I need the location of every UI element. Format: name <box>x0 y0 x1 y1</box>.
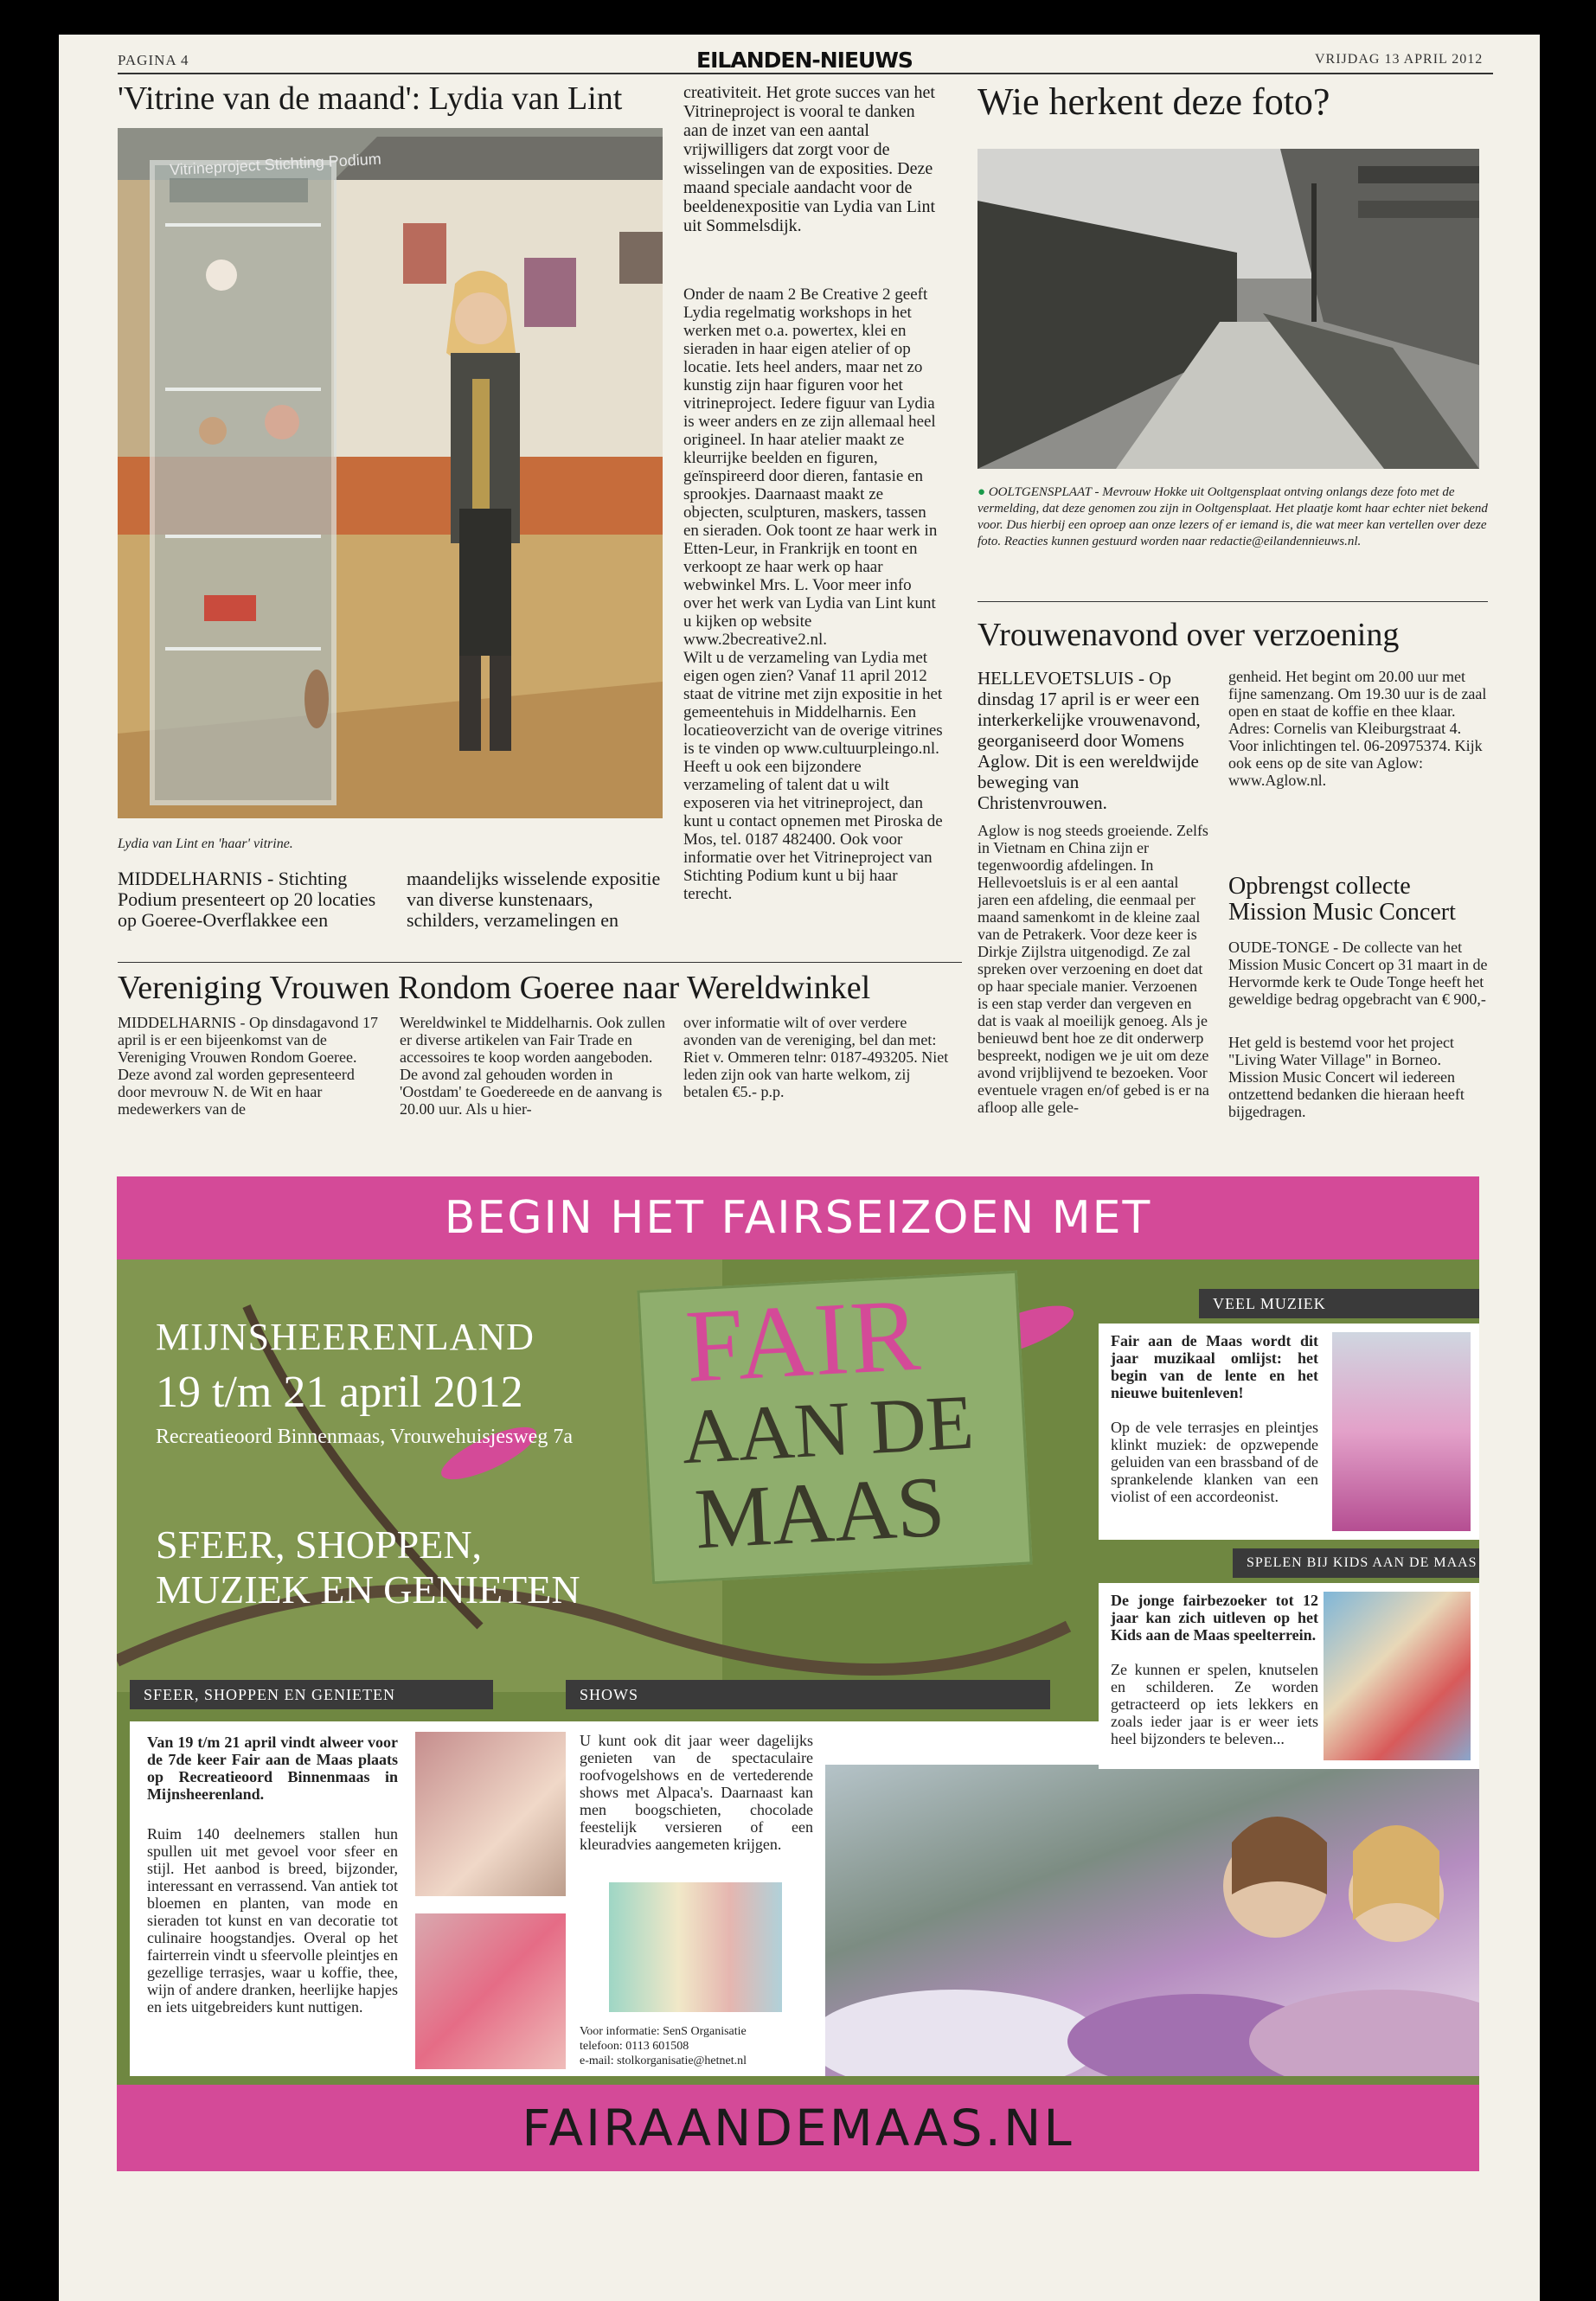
ad-place: MIJNSHEERENLAND <box>156 1316 535 1358</box>
wereldwinkel-rule <box>118 962 962 963</box>
ad-music-photo <box>1332 1332 1471 1531</box>
ad-sec3-body: Op de vele terrasjes en pleintjes klinkt muziek: de opzwepende geluiden van een brassband of de sprankelende klanken van een violist of een accordeonist. <box>1111 1419 1318 1505</box>
ad-slogan <box>156 1522 580 1612</box>
ad-sec1-bold: Van 19 t/m 21 april vindt alweer voor de 7de keer Fair aan de Maas plaats op Recreatieoord Binnenmaas in Mijnsheerenland. <box>147 1734 398 1803</box>
vitrine-lead-col1: MIDDELHARNIS - Stichting Podium presenteert op 20 locaties op Goeree-Overflakkee een <box>118 868 376 931</box>
ad-sec3-box <box>1099 1324 1479 1540</box>
vitrine-headline: 'Vitrine van de maand': Lydia van Lint <box>118 80 623 117</box>
wereldwinkel-headline: Vereniging Vrouwen Rondom Goeree naar Wereldwinkel <box>118 970 871 1006</box>
ad-sec4-body: Ze kunnen er spelen, knutselen en schilderen. Ze worden getracteerd op iets lekkers en zoals ieder jaar is er weer iets heel bijzonders te beleven... <box>1111 1661 1318 1747</box>
ad-sec2-box <box>566 1721 1479 2076</box>
ad-flowers-photo <box>825 1765 1479 2076</box>
ad-sec2-title: SHOWS <box>566 1680 1050 1709</box>
issue-date: VRIJDAG 13 APRIL 2012 <box>1315 52 1484 67</box>
vitrine-body-p3: Heeft u ook een bijzondere verzameling of talent dat u wilt exposeren via het vitrineproject, dan kunt u contact opnemen met Piroska de Mos, tel. 0187 482400. Ook voor informatie over het Vitrineproject van Stichting Podium kunt u bij haar terecht. <box>683 758 943 903</box>
collecte-body2: Het geld is bestemd voor het project "Living Water Village" in Borneo. Mission Music Concert wil iedereen ontzettend bedanken die hieraan heeft bijgedragen. <box>1228 1034 1465 1120</box>
ad-sec3-bold: Fair aan de Maas wordt dit jaar muzikaal omlijst: het begin van de lente en het nieuwe buitenleven! <box>1111 1332 1318 1401</box>
vrouwenavond-body2: genheid. Het begint om 20.00 uur met fijne samenzang. Om 19.30 uur is de zaal open en staat de koffie en thee klaar. Adres: Cornelis van Kleiburgstraat 4. Voor inlichtingen tel. 06-20975374. Kijk ook eens op de site van Aglow: www.Aglow.nl. <box>1228 668 1487 789</box>
collecte-body: OUDE-TONGE - De collecte van het Mission Music Concert op 31 maart in de Hervormde kerk te Oude Tonge heeft het geweldige bedrag opgebracht van € 900,- <box>1228 939 1488 1008</box>
ad-sec4-title: SPELEN BIJ KIDS AAN DE MAAS <box>1233 1548 1479 1578</box>
wereldwinkel-col3: over informatie wilt of over verdere avonden van de vereniging, bel dan met: Riet v. Ommeren telnr: 0187-493205. Niet leden zijn ook van harte welkom, zij betalen €5.- p.p. <box>683 1014 949 1100</box>
foto-caption <box>977 484 1488 550</box>
ad-top-banner <box>117 1176 1479 1259</box>
scan-border-top <box>0 0 1596 35</box>
vitrine-lead-col3: creativiteit. Het grote succes van het Vitrineproject is vooral te danken aan de inzet van een aantal vrijwilligers dat zorgt voor de wisselingen van de exposities. Deze maand speciale aandacht voor de beeldenexpositie van Lydia van Lint uit Sommelsdijk. <box>683 83 936 235</box>
ad-website: FAIRAANDEMAAS.NL <box>522 2099 1074 2157</box>
ad-dates: 19 t/m 21 april 2012 <box>156 1368 523 1417</box>
ad-sec2-body: U kunt ook dit jaar weer dagelijks genieten van de spectaculaire roofvogelshows en de vertederende shows met Alpaca's. Daarnaast kan men boogschieten, chocolade feestelijk versieren of een kleuradvies aangemeten krijgen. <box>580 1732 813 1853</box>
wereldwinkel-col2: Wereldwinkel te Middelharnis. Ook zullen er diverse artikelen van Fair Trade en accessoires te koop worden aangeboden. De avond zal gehouden worden in 'Oostdam' te Goedereede en de aanvang is 20.00 uur. Als u hier- <box>400 1014 665 1118</box>
foto-headline: Wie herkent deze foto? <box>977 80 1330 123</box>
vitrine-body-p2: Wilt u de verzameling van Lydia met eigen ogen zien? Vanaf 11 april 2012 staat de vitrine met zijn expositie in het gemeentehuis in Middelharnis. Een locatieoverzicht van de overige vitrines is te vinden op www.cultuurpleingo.nl. <box>683 649 943 758</box>
scan-border-right <box>1540 0 1596 2301</box>
vrouwenavond-headline: Vrouwenavond over verzoening <box>977 617 1400 653</box>
ad-top-banner-text: BEGIN HET FAIRSEIZOEN MET <box>444 1192 1152 1244</box>
ad-slogan-line2: MUZIEK EN GENIETEN <box>156 1567 580 1612</box>
header-rule <box>118 73 1493 74</box>
ad-logo-line3: MAAS <box>692 1458 947 1567</box>
vitrine-sign: Vitrineproject Stichting Podium <box>169 150 382 179</box>
collecte-headline: Opbrengst collecte Mission Music Concert <box>1228 873 1456 926</box>
vitrine-lead-col2: maandelijks wisselende expositie van diverse kunstenaars, schilders, verzamelingen en <box>407 868 661 931</box>
foto-rule <box>977 601 1488 602</box>
vitrine-photo <box>118 128 663 818</box>
vrouwenavond-lead: HELLEVOETSLUIS - Op dinsdag 17 april is er weer een interkerkelijke vrouwenavond, georganiseerd door Womens Aglow. Dit is een wereldwijde beweging van Christenvrouwen. <box>977 668 1201 813</box>
ad-sec4-box <box>1099 1583 1479 1769</box>
ad-logo-line2: AAN DE <box>679 1379 976 1481</box>
foto-caption-text: OOLTGENSPLAAT - Mevrouw Hokke uit Ooltgensplaat ontving onlangs deze foto met de vermelding, dat deze genomen zou zijn in Ooltgensplaat. Het plaatje komt haar echter niet bekend voor. Dus hierbij een oproep aan onze lezers of er iemand is, die wat meer kan vertellen over deze foto. Reacties kunnen gestuurd worden naar redactie@eilandennieuws.nl. <box>977 485 1488 548</box>
ad-kids-photo <box>1324 1592 1471 1760</box>
ad-logo-panel <box>637 1271 1032 1585</box>
wereldwinkel-col1: MIDDELHARNIS - Op dinsdagavond 17 april is er een bijeenkomst van de Vereniging Vrouwen Rondom Goeree. Deze avond zal worden gepresenteerd door mevrouw N. de Wit en haar medewerkers van de <box>118 1014 378 1118</box>
ad-info-line2: telefoon: 0113 601508 <box>580 2040 689 2053</box>
ad-venue: Recreatieoord Binnenmaas, Vrouwehuisjesweg 7a <box>156 1426 573 1448</box>
ad-slogan-line1: SFEER, SHOPPEN, <box>156 1522 483 1567</box>
ad-info-line1: Voor informatie: SenS Organisatie <box>580 2025 747 2038</box>
ad-sec1-body: Ruim 140 deelnemers stallen hun spullen uit met gevoel voor sfeer en stijl. Het aanbod is breed, bijzonder, interessant en verrassend. Van antiek tot bloemen en planten, van mode en sieraden tot kunst en van decoratie tot culinaire hoogstandjes. Overal op het fairterrein vindt u sfeervolle pleintjes en gezellige terrasjes, waar u koffie, thee, wijn of andere dranken, heerlijke hapjes en iets uitgebreiders kunt nuttigen. <box>147 1825 398 2016</box>
vitrine-caption: Lydia van Lint en 'haar' vitrine. <box>118 836 293 851</box>
scan-border-left <box>0 0 59 2301</box>
mystery-photo-art <box>977 149 1479 469</box>
vitrine-body-p1: Onder de naam 2 Be Creative 2 geeft Lydia regelmatig workshops in het werken met o.a. powertex, klei en sieraden in haar eigen atelier of op locatie. Iets heel anders, maar net zo kunstig zijn haar figuren voor het vitrineproject. Iedere figuur van Lydia is weer anders en ze zijn allemaal heel origineel. In haar atelier maakt ze kleurrijke beelden en figuren, geïnspireerd door dieren, fantasie en sprookjes. Daarnaast maakt ze objecten, sculpturen, maskers, tassen en sieraden. Ook toont ze haar werk in Etten-Leur, in Frankrijk en toont en verkoopt ze haar werk op haar webwinkel Mrs. L. Voor meer info over het werk van Lydia van Lint kunt u kijken op website www.2becreative2.nl. <box>683 285 938 649</box>
ad-sec3-title: VEEL MUZIEK <box>1199 1289 1479 1318</box>
page-label: PAGINA 4 <box>118 52 189 68</box>
ad-logo-line1: FAIR <box>683 1276 925 1404</box>
masthead: EILANDEN-NIEUWS <box>696 48 913 73</box>
vrouwenavond-body: Aglow is nog steeds groeiende. Zelfs in Vietnam en China zijn er tegenwoordig afdelingen. In Hellevoetsluis is er al een aantal jaren een afdeling, die eenmaal per maand samenkomt in de kleine zaal van de Petrakerk. Voor deze keer is Dirkje Zijlstra uitgenodigd. Ze zal spreken over verzoening en doet dat op haar speciale manier. Verzoenen is een stap verder dan vergeven en dat is vaak al moeilijk genoeg. Als je benieuwd bent hoe ze dit onderwerp bespreekt, nodigen we je uit om deze avond vrijblijvend te bezoeken. Voor eventuele vragen en/of gebed is er na afloop alle gele- <box>977 822 1209 1116</box>
ad-bottles-photo <box>609 1882 782 2012</box>
vitrine-photo-art <box>118 128 663 818</box>
ad-sec4-bold: De jonge fairbezoeker tot 12 jaar kan zich uitleven op het Kids aan de Maas speelterrein. <box>1111 1592 1318 1644</box>
ad-sec1-title: SFEER, SHOPPEN EN GENIETEN <box>130 1680 493 1709</box>
ad-flowers-art <box>825 1765 1479 2076</box>
bullet-icon: ● <box>977 485 989 499</box>
mystery-photo <box>977 149 1479 469</box>
ad-sec2-info <box>580 2024 813 2068</box>
ad-info-line3: e-mail: stolkorganisatie@hetnet.nl <box>580 2054 747 2067</box>
ad-bottom-banner <box>117 2085 1479 2171</box>
